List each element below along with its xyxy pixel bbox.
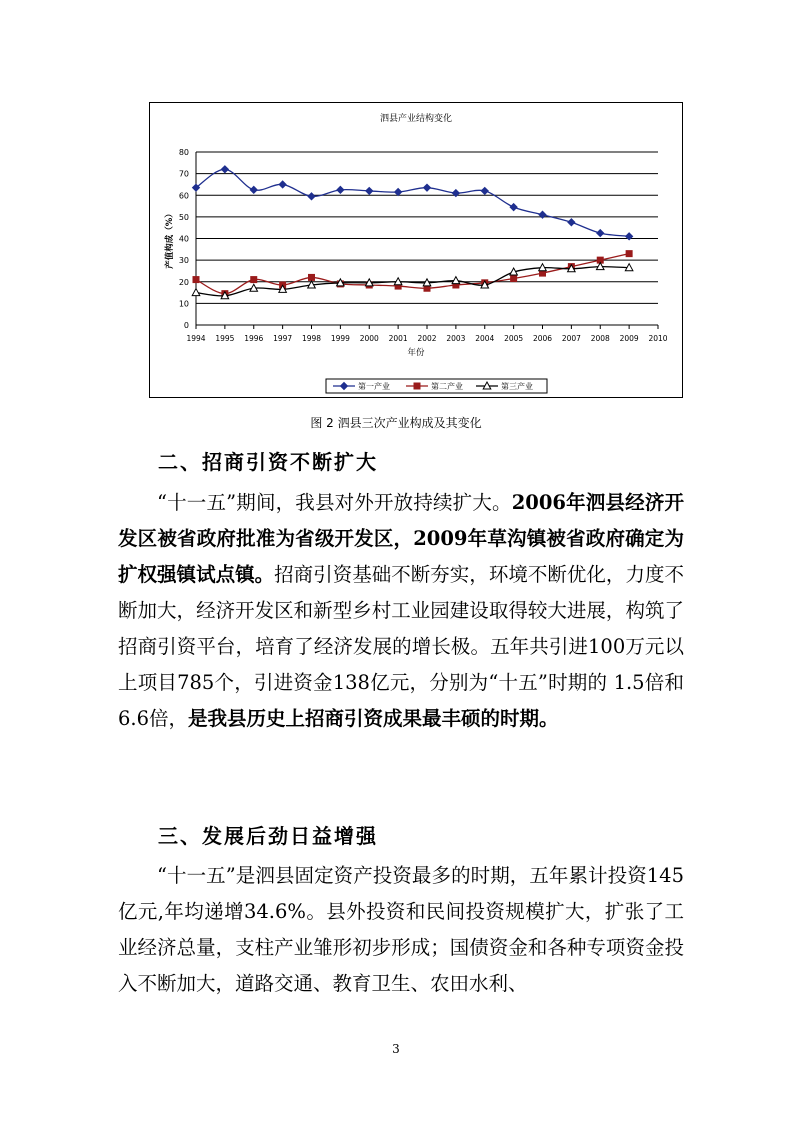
x-tick-label: 2008	[590, 334, 610, 343]
x-tick-label: 1999	[330, 334, 350, 343]
x-tick-label: 2009	[619, 334, 639, 343]
data-point	[309, 274, 315, 280]
data-point	[251, 277, 257, 283]
x-tick-label: 1997	[273, 334, 293, 343]
data-point	[424, 184, 431, 191]
paragraph-growth: “十一五”是泗县固定资产投资最多的时期，五年累计投资145亿元,年均递增34.6%。县外投资和民间投资规模扩大，扩张了工业经济总量，支柱产业雏形初步形成；国债资金和各种专项资金投入不断加大，道路交通、教育卫生、农田水利、	[118, 864, 684, 995]
data-point	[308, 193, 315, 200]
data-point	[626, 251, 632, 257]
legend-label: 第一产业	[358, 382, 390, 391]
data-point	[568, 219, 575, 226]
legend-label: 第三产业	[501, 382, 533, 391]
x-tick-label: 2005	[504, 334, 524, 343]
y-tick-label: 30	[178, 256, 189, 266]
x-tick-label: 1995	[215, 334, 235, 343]
line-chart	[150, 103, 682, 397]
y-tick-label: 50	[178, 212, 189, 222]
x-tick-label: 2004	[475, 334, 495, 343]
data-point	[250, 186, 257, 193]
x-tick-label: 1996	[244, 334, 264, 343]
legend-marker	[414, 383, 420, 389]
y-tick-label: 20	[178, 277, 189, 287]
y-tick-label: 80	[178, 148, 189, 157]
paragraph-bold-text: 2006年泗县经济开发区被省政府批准为省级开发区，2009年草沟镇被省政府确定为扩权强镇试点镇。	[118, 491, 684, 586]
paragraph-text: “十一五”期间，我县对外开放持续扩大。	[157, 491, 512, 514]
x-tick-label: 2003	[446, 334, 466, 343]
paragraph-bold-text: 是我县历史上招商引资成果最丰硕的时期。	[188, 707, 559, 730]
series-line	[196, 169, 629, 236]
data-point	[597, 230, 604, 237]
data-point	[279, 181, 286, 188]
series-line	[196, 267, 629, 296]
x-tick-label: 1994	[186, 334, 206, 343]
y-tick-label: 10	[178, 299, 189, 309]
section-heading-investment: 二、招商引资不断扩大	[158, 450, 378, 474]
data-point	[337, 186, 344, 193]
data-point	[221, 166, 228, 173]
data-point	[395, 189, 402, 196]
data-point	[366, 187, 373, 194]
x-tick-label: 2010	[648, 334, 668, 343]
data-point	[193, 277, 199, 283]
y-axis-title: 产值构成（%）	[165, 209, 175, 269]
x-tick-label: 2006	[532, 334, 553, 343]
y-tick-label: 60	[178, 191, 189, 201]
x-tick-label: 2000	[359, 334, 379, 343]
page-number: 3	[392, 1042, 400, 1056]
chart-container	[149, 102, 683, 398]
data-point	[481, 187, 488, 194]
y-tick-label: 70	[178, 169, 189, 179]
x-tick-label: 2002	[417, 334, 437, 343]
x-axis-title: 年份	[407, 348, 425, 358]
data-point	[511, 276, 517, 282]
figure-caption: 图 2 泗县三次产业构成及其变化	[310, 416, 482, 430]
section-heading-growth: 三、发展后劲日益增强	[158, 824, 378, 848]
paragraph-text: 招商引资基础不断夯实，环境不断优化，力度不断加大，经济开发区和新型乡村工业园建设取得较大进展，构筑了招商引资平台，培育了经济发展的增长极。五年共引进100万元以上项目785个，引进资金138亿元，分别为“十五”时期的 1.5倍和6.6倍，	[118, 563, 684, 730]
paragraph-investment	[118, 485, 684, 737]
data-point	[510, 204, 517, 211]
y-tick-label: 0	[183, 321, 189, 330]
x-tick-label: 1998	[301, 334, 322, 343]
data-point	[192, 289, 200, 296]
x-tick-label: 2001	[388, 334, 408, 343]
legend-label: 第二产业	[431, 382, 463, 391]
y-tick-label: 40	[178, 234, 189, 244]
x-tick-label: 2007	[561, 334, 581, 343]
chart-title: 泗县产业结构变化	[379, 114, 453, 124]
